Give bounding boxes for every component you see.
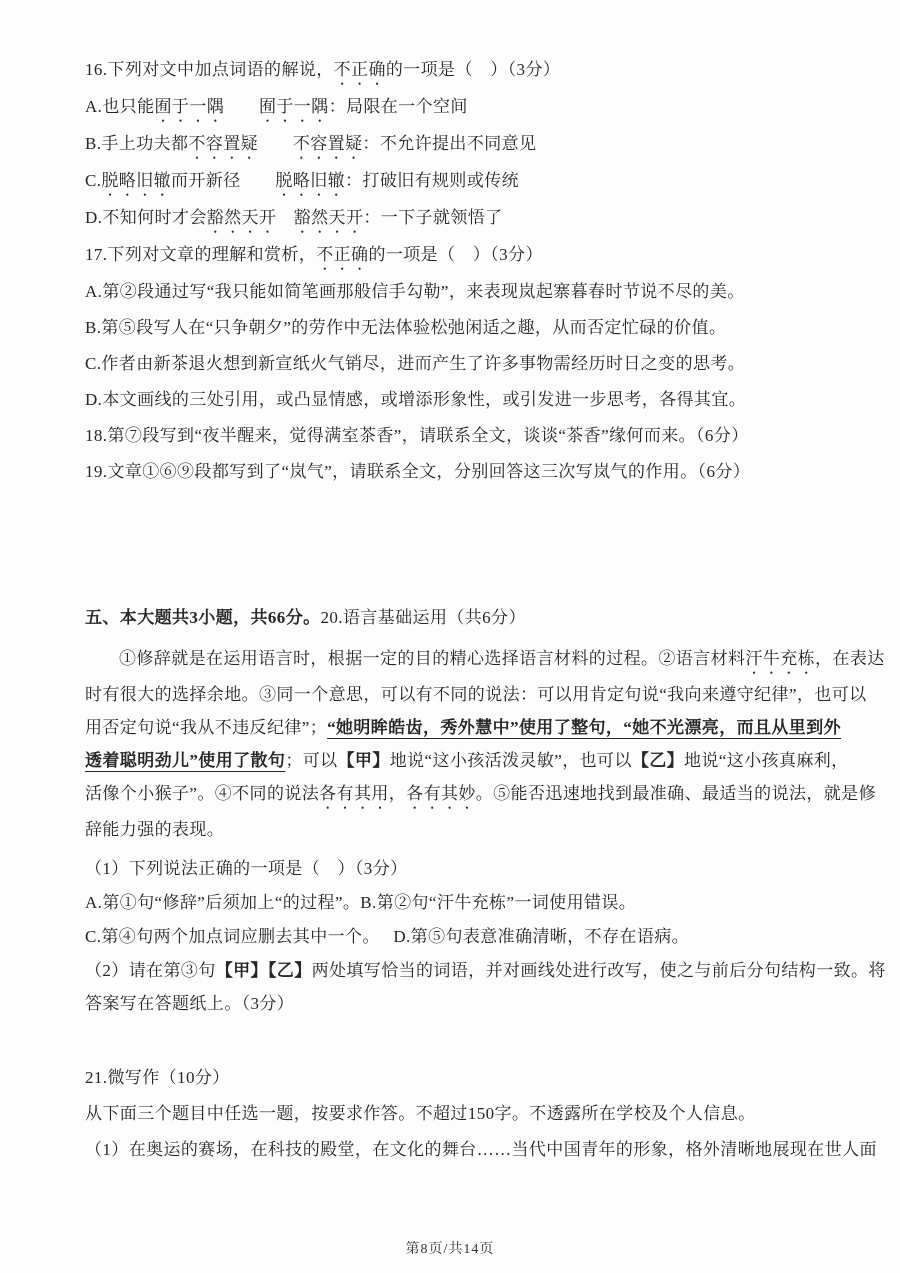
text-segment: 五、本大题共3小题，共66分。 — [85, 608, 321, 627]
text-segment: ：局限在一个空间 — [328, 97, 468, 116]
passage-line — [85, 642, 885, 678]
text-segment: B.第⑤段写人在“只争朝夕”的劳作中无法体验松弛闲适之趣，从而否定忙碌的价值。 — [85, 318, 727, 337]
question-17-option-d — [85, 382, 830, 418]
question-16-title — [85, 52, 830, 89]
question-17-option-b — [85, 310, 830, 346]
text-segment: C.第④句两个加点词应删去其中一个。 D.第⑤句表意准确清晰，不存在语病。 — [85, 927, 690, 946]
text-segment: 19.文章①⑥⑨段都写到了“岚气”，请联系全文，分别回答这三次写岚气的作用。（6分） — [85, 462, 751, 481]
text-segment: 16.下列对文中加点词语的解说， — [85, 60, 334, 79]
text-segment: 不容置疑 — [292, 134, 363, 153]
text-segment — [258, 134, 293, 153]
question-20-sub2-line1 — [85, 954, 886, 987]
question-20-passage — [85, 642, 885, 846]
question-20-sub1 — [85, 852, 830, 954]
text-segment: 不容置疑 — [188, 134, 258, 153]
text-segment: 从下面三个题目中任选一题，按要求作答。不超过150字。不透露所在学校及个人信息。 — [85, 1104, 756, 1123]
text-segment: 。⑤能否迅速地找到最准确、最适当的说法，就是修 — [475, 784, 876, 803]
text-segment: D.不知何时才会 — [85, 208, 207, 227]
text-segment: B.手上功夫都 — [85, 134, 189, 153]
question-21-title — [85, 1060, 830, 1096]
text-segment: 脱略旧辙 — [101, 171, 171, 190]
text-segment: 各有其用 — [319, 784, 389, 803]
question-17 — [85, 237, 830, 418]
text-segment: 地说“这小孩真麻利， — [684, 751, 849, 770]
passage-line — [85, 744, 849, 777]
question-17-option-c — [85, 346, 830, 382]
passage-line — [85, 813, 830, 846]
text-segment: 【乙】 — [631, 751, 685, 770]
question-20-sub1-options-cd — [85, 920, 830, 954]
text-segment: ，在表达 — [815, 649, 885, 668]
text-segment — [224, 97, 259, 116]
passage-line — [85, 777, 876, 813]
text-segment: 【甲】【乙】 — [215, 961, 312, 980]
text-segment: 而开新径 — [171, 171, 276, 190]
question-20-sub1-options-ab — [85, 886, 830, 920]
text-segment: 不正确 — [316, 245, 369, 264]
text-segment — [276, 208, 293, 227]
text-segment: 透着聪明劲儿”使用了散句 — [85, 751, 286, 770]
text-segment: 20.语言基础运用（共6分） — [320, 608, 526, 627]
text-segment: ；可以 — [285, 751, 338, 770]
text-segment: ：打破旧有规则或传统 — [345, 171, 520, 190]
question-20-sub1-title — [85, 852, 830, 886]
text-segment: “她明眸皓齿，秀外慧中”使用了整句，“她不光漂亮，而且从里到外 — [327, 718, 841, 737]
question-16 — [85, 52, 830, 237]
question-21-intro — [85, 1096, 830, 1132]
text-segment: C.作者由新茶退火想到新宣纸火气销尽，进而产生了许多事物需经历时日之变的思考。 — [85, 354, 746, 373]
question-20-sub2 — [85, 954, 886, 1020]
text-segment: ①修辞就是在运用语言时，根据一定的目的精心选择语言材料的过程。②语言材料 — [119, 649, 746, 668]
question-19 — [85, 454, 830, 490]
question-21 — [85, 1060, 877, 1168]
text-segment: 的一项是（ ）（3分） — [385, 60, 561, 79]
text-segment: C. — [85, 171, 102, 190]
text-segment: （1）下列说法正确的一项是（ ）（3分） — [85, 859, 408, 878]
text-segment: D.本文画线的三处引用，或凸显情感，或增添形象性，或引发进一步思考，各得其宜。 — [85, 390, 747, 409]
text-segment: 汗牛充栋 — [745, 649, 816, 668]
text-segment: 豁然天开 — [206, 208, 277, 227]
text-segment: 囿于一隅 — [258, 97, 329, 116]
text-segment: A.也只能 — [85, 97, 155, 116]
passage-line — [85, 711, 841, 744]
question-21-item1 — [85, 1132, 877, 1168]
text-segment: 两处填写恰当的词语，并对画线处进行改写，使之与前后分句结构一致。将 — [311, 961, 886, 980]
text-segment: 活像个小猴子”。④不同的说法 — [85, 784, 320, 803]
passage-line — [85, 678, 867, 711]
text-segment: 答案写在答题纸上。（3分） — [85, 994, 295, 1013]
text-segment: 用否定句说“我从不违反纪律”； — [85, 718, 328, 737]
section-5-header — [85, 600, 830, 636]
text-segment: 17.下列对文章的理解和赏析， — [85, 245, 317, 264]
text-segment: 地说“这小孩活泼灵敏”，也可以 — [389, 751, 632, 770]
text-segment: ， — [388, 784, 407, 803]
text-segment: 囿于一隅 — [154, 97, 225, 116]
question-16-option-d — [85, 200, 830, 237]
text-segment: A.第①句“修辞”后须加上“的过程”。B.第②句“汗牛充栋”一词使用错误。 — [85, 893, 637, 912]
text-segment: 时有很大的选择余地。③同一个意思，可以有不同的说法：可以用肯定句说“我向来遵守纪律”，也可以 — [85, 685, 867, 704]
question-18 — [85, 418, 830, 454]
text-segment: 18.第⑦段写到“夜半醒来，觉得满室茶香”，请联系全文，谈谈“茶香”缘何而来。（6分） — [85, 426, 749, 445]
text-segment: 各有其妙 — [406, 784, 476, 803]
question-18-text — [85, 418, 830, 454]
text-segment: 不正确 — [333, 60, 386, 79]
text-segment: A.第②段通过写“我只能如简笔画那般信手勾勒”，来表现岚起寨暮春时节说不尽的美。 — [85, 282, 745, 301]
text-segment: 【甲】 — [337, 751, 390, 770]
question-17-title — [85, 237, 830, 274]
text-segment: ：一下子就领悟了 — [363, 208, 503, 227]
question-16-option-b — [85, 126, 830, 163]
text-segment: 豁然天开 — [293, 208, 364, 227]
text-segment: （1）在奥运的赛场，在科技的殿堂，在文化的舞台……当代中国青年的形象，格外清晰地展现在世人面 — [85, 1140, 877, 1159]
text-segment: 21.微写作（10分） — [85, 1068, 230, 1087]
page-number: 第8页/共14页 — [405, 1242, 495, 1257]
question-16-option-c — [85, 163, 830, 200]
text-segment: ：不允许提出不同意见 — [362, 134, 537, 153]
question-17-option-a — [85, 274, 830, 310]
section-5 — [85, 600, 830, 636]
question-19-text — [85, 454, 830, 490]
text-segment: 的一项是（ ）（3分） — [368, 245, 543, 264]
text-segment: 脱略旧辙 — [275, 171, 346, 190]
question-16-option-a — [85, 89, 830, 126]
text-segment: 辞能力强的表现。 — [85, 820, 225, 839]
question-20-sub2-line2 — [85, 987, 830, 1020]
text-segment: （2）请在第③句 — [85, 961, 216, 980]
